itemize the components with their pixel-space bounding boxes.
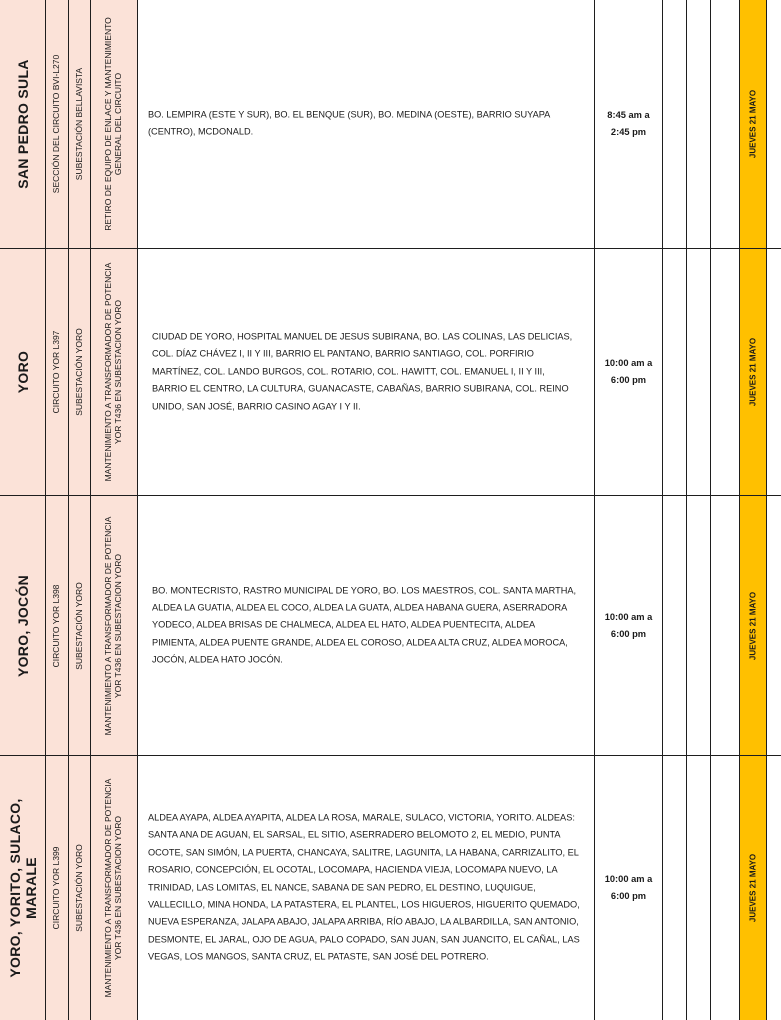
- date-cell: [740, 249, 767, 495]
- substation-label: SUBESTACIÓN BELLAVISTA: [73, 67, 84, 181]
- empty-cell: [663, 0, 687, 248]
- place-label: YORO, YORITO, SULACO, MARALE: [6, 798, 39, 978]
- date-cell: [740, 756, 767, 1020]
- empty-cell: [767, 496, 781, 755]
- empty-cell: [711, 249, 740, 495]
- table-row: [0, 0, 781, 248]
- substation-cell: [69, 0, 91, 248]
- place-cell: [0, 496, 46, 755]
- work-cell: [91, 0, 138, 248]
- empty-cell: [687, 0, 711, 248]
- affected-areas: BO. MONTECRISTO, RASTRO MUNICIPAL DE YORO, BO. LOS MAESTROS, COL. SANTA MARTHA, ALDEA LA GUATIA, ALDEA EL COCO, ALDEA LA GUATA, ALDEA HABANA GUERA, ASERRADORA YODECO, ALDEA BRISAS DE CHALMECA, ALDEA EL HATO, ALDEA PUENTECITA, ALDEA PIMIENTA, ALDEA PUENTE GRANDE, ALDEA EL COROSO, ALDEA ALTA CRUZ, ALDEA MOROCA, JOCÓN, ALDEA HATO JOCÓN.: [152, 584, 577, 665]
- empty-cell: [767, 0, 781, 248]
- place-cell: [0, 249, 46, 495]
- time-range: [595, 609, 662, 643]
- areas-cell: [138, 0, 595, 248]
- empty-cell: [687, 496, 711, 755]
- areas-cell: [138, 249, 595, 495]
- time-end: 6:00 pm: [610, 375, 647, 385]
- substation-label: SUBESTACIÓN YORO: [73, 581, 84, 670]
- place-label: YORO: [14, 350, 31, 394]
- work-cell: [91, 756, 138, 1020]
- time-cell: [595, 249, 663, 495]
- date-label: JUEVES 21 MAYO: [748, 591, 758, 660]
- date-cell: [740, 0, 767, 248]
- work-description: MANTENIMIENTO A TRANSFORMADOR DE POTENCIA YOR T436 EN SUBESTACION YORO: [103, 778, 123, 998]
- empty-cell: [767, 756, 781, 1020]
- place-label: SAN PEDRO SULA: [14, 59, 31, 189]
- empty-cell: [767, 249, 781, 495]
- time-end: 2:45 pm: [610, 127, 647, 137]
- empty-cell: [663, 496, 687, 755]
- empty-cell: [711, 0, 740, 248]
- work-description: MANTENIMIENTO A TRANSFORMADOR DE POTENCIA YOR T436 EN SUBESTACION YORO: [103, 516, 123, 735]
- substation-cell: [69, 496, 91, 755]
- empty-cell: [663, 249, 687, 495]
- substation-label: SUBESTACIÓN YORO: [73, 328, 84, 416]
- table-row: [0, 756, 781, 1020]
- areas-cell: [138, 496, 595, 755]
- empty-cell: [711, 756, 740, 1020]
- empty-cell: [687, 756, 711, 1020]
- place-cell: [0, 756, 46, 1020]
- empty-cell: [687, 249, 711, 495]
- work-cell: [91, 496, 138, 755]
- time-range: [595, 871, 662, 905]
- time-start: 10:00 am a: [604, 874, 653, 884]
- circuit-label: CIRCUITO YOR L399: [51, 846, 62, 930]
- circuit-cell: [46, 756, 69, 1020]
- affected-areas: BO. LEMPIRA (ESTE Y SUR), BO. EL BENQUE (SUR), BO. MEDINA (OESTE), BARRIO SUYAPA (CENTRO), MCDONALD.: [148, 109, 550, 137]
- time-start: 8:45 am a: [607, 110, 650, 120]
- work-cell: [91, 249, 138, 495]
- circuit-cell: [46, 0, 69, 248]
- time-range: [595, 107, 662, 141]
- table-row: [0, 496, 781, 755]
- table-row: [0, 249, 781, 495]
- circuit-cell: [46, 496, 69, 755]
- date-label: JUEVES 21 MAYO: [748, 89, 758, 159]
- circuit-label: SECCIÓN DEL CIRCUITO BVI-L270: [51, 54, 62, 194]
- place-cell: [0, 0, 46, 248]
- work-description: MANTENIMIENTO A TRANSFORMADOR DE POTENCIA YOR T436 EN SUBESTACION YORO: [103, 262, 123, 482]
- areas-cell: [138, 756, 595, 1020]
- time-cell: [595, 0, 663, 248]
- work-description: RETIRO DE EQUIPO DE ENLACE Y MANTENIMIENTO GENERAL DEL CIRCUITO: [103, 17, 123, 231]
- place-label: YORO, JOCÓN: [14, 574, 31, 677]
- substation-cell: [69, 756, 91, 1020]
- circuit-cell: [46, 249, 69, 495]
- date-label: JUEVES 21 MAYO: [748, 337, 758, 407]
- time-end: 6:00 pm: [610, 891, 647, 901]
- affected-areas: CIUDAD DE YORO, HOSPITAL MANUEL DE JESUS SUBIRANA, BO. LAS COLINAS, LAS DELICIAS, COL. DÍAZ CHÁVEZ I, II Y III, BARRIO EL PANTANO, BARRIO SANTIAGO, COL. PORFIRIO MARTÍNEZ, COL. LANDO BURGOS, COL. ROTARIO, COL. HAWITT, COL. EMANUEL I, II Y III, BARRIO EL CENTRO, LA CULTURA, GUANACASTE, CABAÑAS, BARRIO SUBIRANA, COL. REINO UNIDO, SAN JOSÉ, BARRIO CASINO AGAY I Y II.: [152, 331, 573, 412]
- date-label: JUEVES 21 MAYO: [748, 853, 758, 923]
- time-end: 6:00 pm: [610, 628, 647, 639]
- affected-areas: ALDEA AYAPA, ALDEA AYAPITA, ALDEA LA ROSA, MARALE, SULACO, VICTORIA, YORITO. ALDEAS: SANTA ANA DE AGUAN, EL SARSAL, EL SITIO, ASERRADERO BELOMOTO 2, EL MEDIO, PUNTA OCOTE, SAN SIMÓN, LA PUERTA, CHANCAYA, SALITRE, LAGUNITA, LA HABANA, CARRIZALITO, EL ROSARIO, CONCEPCIÓN, EL OCOTAL, LOCOMAPA, HACIENDA VIEJA, LOCOMAPA NUEVO, LA TRINIDAD, LAS LOMITAS, EL NANCE, SABANA DE SAN PEDRO, EL DESTINO, LUQUIGUE, VALLECILLO, MINA HONDA, LA PATASTERA, EL PLANTEL, LOS HIGUEROS, HIGUERITO QUEMADO, NUEVA ESPERANZA, JALAPA ABAJO, JALAPA ARRIBA, RÍO ABAJO, LA ALBARDILLA, SAN ANTONIO, DESMONTE, EL JARAL, OJO DE AGUA, PALO COPADO, SAN JUAN, SAN JUANCITO, EL CAÑAL, LAS VEGAS, LOS MANGOS, SANTA CRUZ, EL PATASTE, SAN JOSÉ DEL POTRERO.: [148, 812, 580, 962]
- date-cell: [740, 496, 767, 755]
- time-start: 10:00 am a: [604, 611, 653, 622]
- time-range: [595, 355, 662, 389]
- substation-label: SUBESTACIÓN YORO: [73, 844, 84, 932]
- substation-cell: [69, 249, 91, 495]
- circuit-label: CIRCUITO YOR L398: [51, 584, 62, 667]
- empty-cell: [663, 756, 687, 1020]
- empty-cell: [711, 496, 740, 755]
- circuit-label: CIRCUITO YOR L397: [51, 330, 62, 414]
- time-start: 10:00 am a: [604, 358, 653, 368]
- time-cell: [595, 496, 663, 755]
- time-cell: [595, 756, 663, 1020]
